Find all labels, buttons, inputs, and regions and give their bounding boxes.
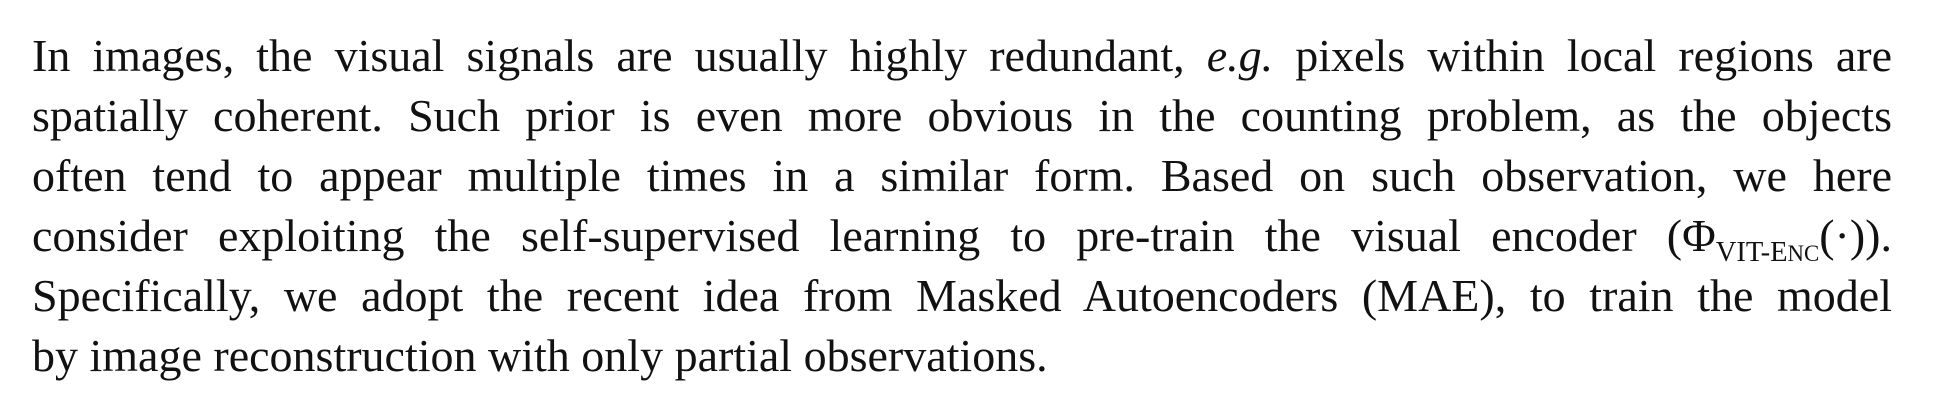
paragraph-line-5: Specifically, we adopt the recent idea from Masked Autoencoders (MAE), to train the model bbox=[32, 270, 1892, 321]
body-paragraph bbox=[32, 26, 1892, 386]
eg-abbreviation: e.g. bbox=[1206, 30, 1274, 81]
line-4-text-start: consider exploiting the self-supervised learning to pre-train the visual encoder ( bbox=[32, 210, 1683, 261]
line-1-text-start: In images, the visual signals are usually highly redundant, bbox=[32, 30, 1207, 81]
phi-symbol: Φ bbox=[1682, 210, 1716, 261]
paragraph-line-6: by image reconstruction with only partial observations. bbox=[32, 330, 1048, 381]
paragraph-line-4 bbox=[32, 206, 1892, 266]
paragraph-line-2: spatially coherent. Such prior is even more obvious in the counting problem, as the objects bbox=[32, 90, 1892, 141]
paragraph-line-1 bbox=[32, 26, 1892, 86]
line-1-text-end: pixels within local regions are bbox=[1273, 30, 1892, 81]
line-4-text-end: (·)). bbox=[1819, 210, 1892, 261]
vit-enc-subscript: VIT-ENC bbox=[1715, 236, 1820, 268]
paragraph-line-3: often tend to appear multiple times in a similar form. Based on such observation, we here bbox=[32, 150, 1892, 201]
